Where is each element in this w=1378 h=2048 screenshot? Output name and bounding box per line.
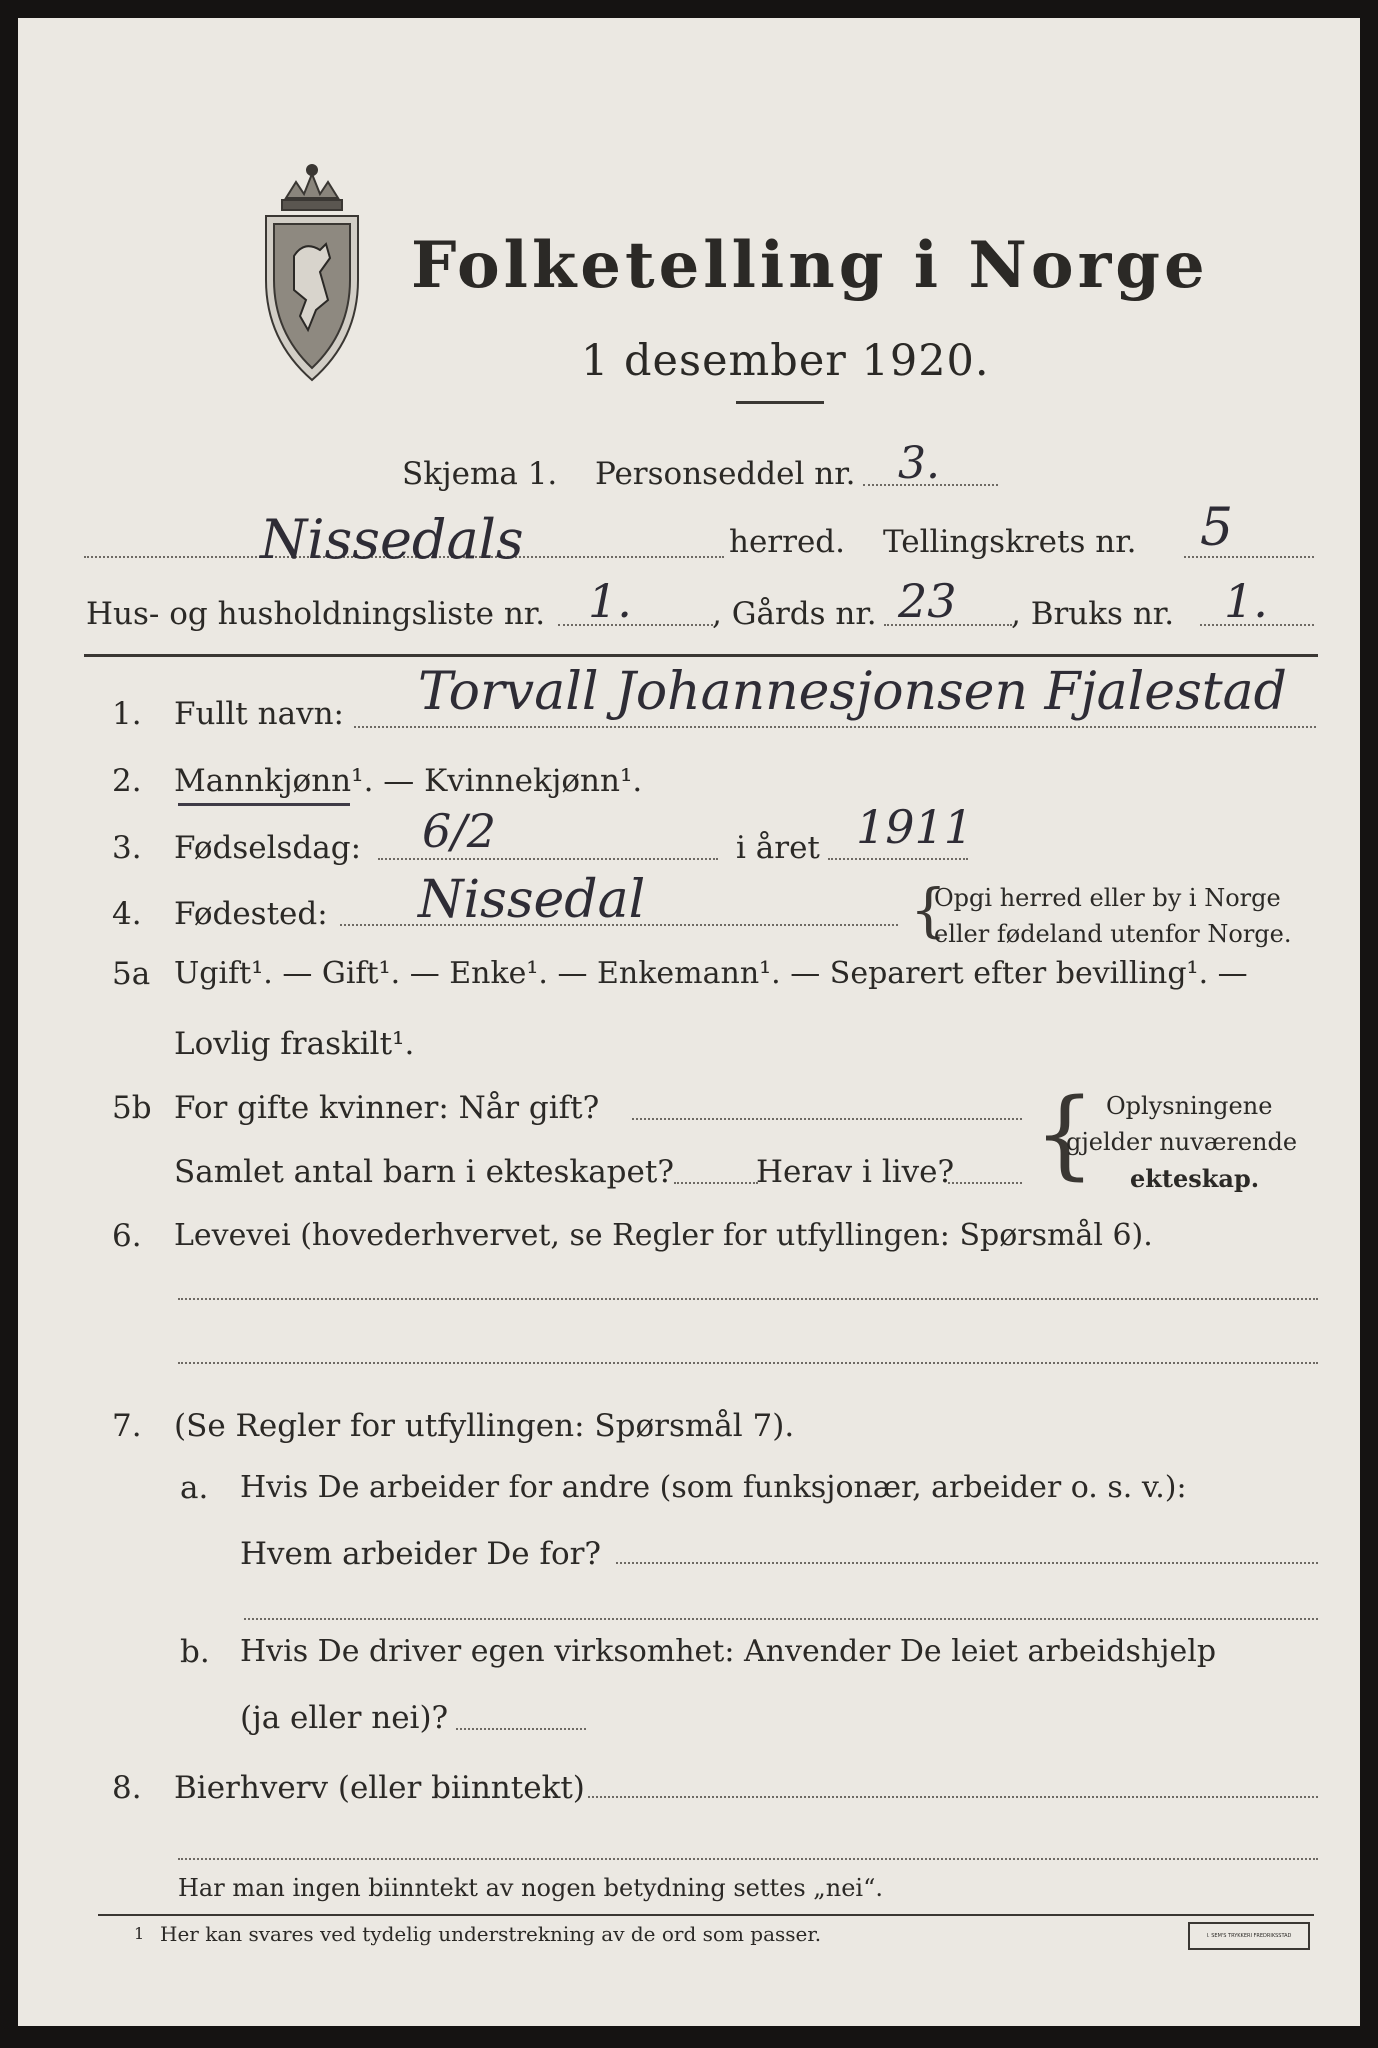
husliste-field-line (558, 624, 713, 626)
header-divider (84, 654, 1318, 657)
q5b-note-line-1: Oplysningene (1106, 1092, 1273, 1120)
q2-underline-mark (178, 803, 350, 806)
q5a-label: Ugift¹. — Gift¹. — Enke¹. — Enkemann¹. — Separert efter bevilling¹. — (174, 956, 1248, 991)
q7a-field-line-1 (616, 1562, 1318, 1564)
q6-number: 6. (112, 1218, 142, 1254)
q7-label: (Se Regler for utfyllingen: Spørsmål 7). (174, 1408, 795, 1444)
q5b-children-field-line (674, 1182, 758, 1184)
gards-value[interactable]: 23 (898, 574, 957, 628)
q7b-field-line (456, 1728, 586, 1730)
q7b-label: Hvis De driver egen virksomhet: Anvender De leiet arbeidshjelp (240, 1634, 1217, 1669)
q5b-number: 5b (112, 1090, 152, 1126)
bruks-value[interactable]: 1. (1224, 574, 1268, 628)
q4-label: Fødested: (174, 896, 328, 932)
q5b-married-field-line (632, 1118, 1022, 1120)
q4-number: 4. (112, 896, 142, 932)
herred-label: herred. (729, 524, 845, 560)
q5b-label-2: Samlet antal barn i ekteskapet? (174, 1154, 674, 1190)
tellingskrets-value[interactable]: 5 (1200, 498, 1234, 558)
footer-divider (98, 1914, 1314, 1916)
q3-year-value[interactable]: 1911 (856, 800, 974, 854)
printer-stamp-text: I. SEM'S TRYKKERI FREDRIKSSTAD (1206, 1933, 1292, 1939)
q3-field-line (378, 858, 718, 860)
q1-field-line (354, 726, 1316, 728)
census-date: 1 desember 1920. (581, 336, 990, 386)
q4-note-brace: { (910, 876, 947, 944)
gards-label: , Gårds nr. (712, 596, 877, 632)
printer-stamp (1188, 1922, 1310, 1950)
q4-note-line-1: Opgi herred eller by i Norge (934, 884, 1281, 912)
q7b-label-2: (ja eller nei)? (240, 1700, 449, 1736)
bruks-label: , Bruks nr. (1011, 596, 1175, 632)
q5b-label-1: For gifte kvinner: Når gift? (174, 1090, 600, 1126)
q8-label: Bierhverv (eller biinntekt) (174, 1770, 585, 1806)
q7b-letter: b. (180, 1634, 210, 1670)
personseddel-label: Personseddel nr. (595, 456, 856, 492)
q5b-note-line-2: gjelder nuværende (1066, 1128, 1298, 1156)
q1-label: Fullt navn: (174, 696, 344, 732)
q7-number: 7. (112, 1408, 142, 1444)
q7a-label-2: Hvem arbeider De for? (240, 1536, 602, 1572)
q3-label: Fødselsdag: (174, 830, 362, 866)
q3-year-label: i året (736, 830, 820, 866)
q5b-note-brace: { (1034, 1078, 1096, 1190)
form-title: Folketelling i Norge (411, 228, 1209, 303)
schema-label: Skjema 1. (402, 456, 558, 492)
q7a-field-line-2 (244, 1618, 1318, 1620)
q5a-label-2: Lovlig fraskilt¹. (174, 1026, 415, 1062)
q6-field-line-2 (178, 1362, 1318, 1364)
q5b-note-line-3: ekteskap. (1130, 1164, 1260, 1193)
census-form-page (18, 18, 1360, 2026)
q2-label: Mannkjønn¹. — Kvinnekjønn¹. (174, 763, 643, 799)
q3-value[interactable]: 6/2 (422, 804, 497, 858)
tellingskrets-label: Tellingskrets nr. (883, 524, 1137, 560)
q3-number: 3. (112, 830, 142, 866)
q3-year-field-line (828, 858, 968, 860)
q4-note-line-2: eller fødeland utenfor Norge. (934, 920, 1292, 948)
husliste-value[interactable]: 1. (588, 574, 632, 628)
q1-number: 1. (112, 696, 142, 732)
footnote-mark: 1 (134, 1924, 145, 1943)
footnote-text: Her kan svares ved tydelig understrekning av de ord som passer. (160, 1922, 822, 1946)
husliste-label: Hus- og husholdningsliste nr. (86, 596, 546, 632)
q5b-label-3: Herav i live? (756, 1154, 955, 1190)
title-divider (736, 401, 824, 404)
q8-field-line-2 (178, 1858, 1318, 1860)
q4-value[interactable]: Nissedal (418, 870, 646, 930)
q5a-number: 5a (112, 956, 151, 992)
q8-note: Har man ingen biinntekt av nogen betydning settes „nei“. (178, 1874, 883, 1902)
q8-field-line-1 (588, 1796, 1318, 1798)
q7a-label: Hvis De arbeider for andre (som funksjonær, arbeider o. s. v.): (240, 1470, 1187, 1505)
q8-number: 8. (112, 1770, 142, 1806)
q6-field-line-1 (178, 1298, 1318, 1300)
norwegian-coat-of-arms-icon (246, 160, 378, 390)
herred-value[interactable]: Nissedals (260, 508, 524, 571)
q6-label: Levevei (hovederhvervet, se Regler for utfyllingen: Spørsmål 6). (174, 1218, 1153, 1253)
q5b-alive-field-line (948, 1182, 1022, 1184)
q7a-letter: a. (180, 1470, 209, 1506)
q2-number: 2. (112, 763, 142, 799)
personseddel-value[interactable]: 3. (898, 438, 940, 489)
q1-value[interactable]: Torvall Johannesjonsen Fjalestad (418, 662, 1287, 722)
